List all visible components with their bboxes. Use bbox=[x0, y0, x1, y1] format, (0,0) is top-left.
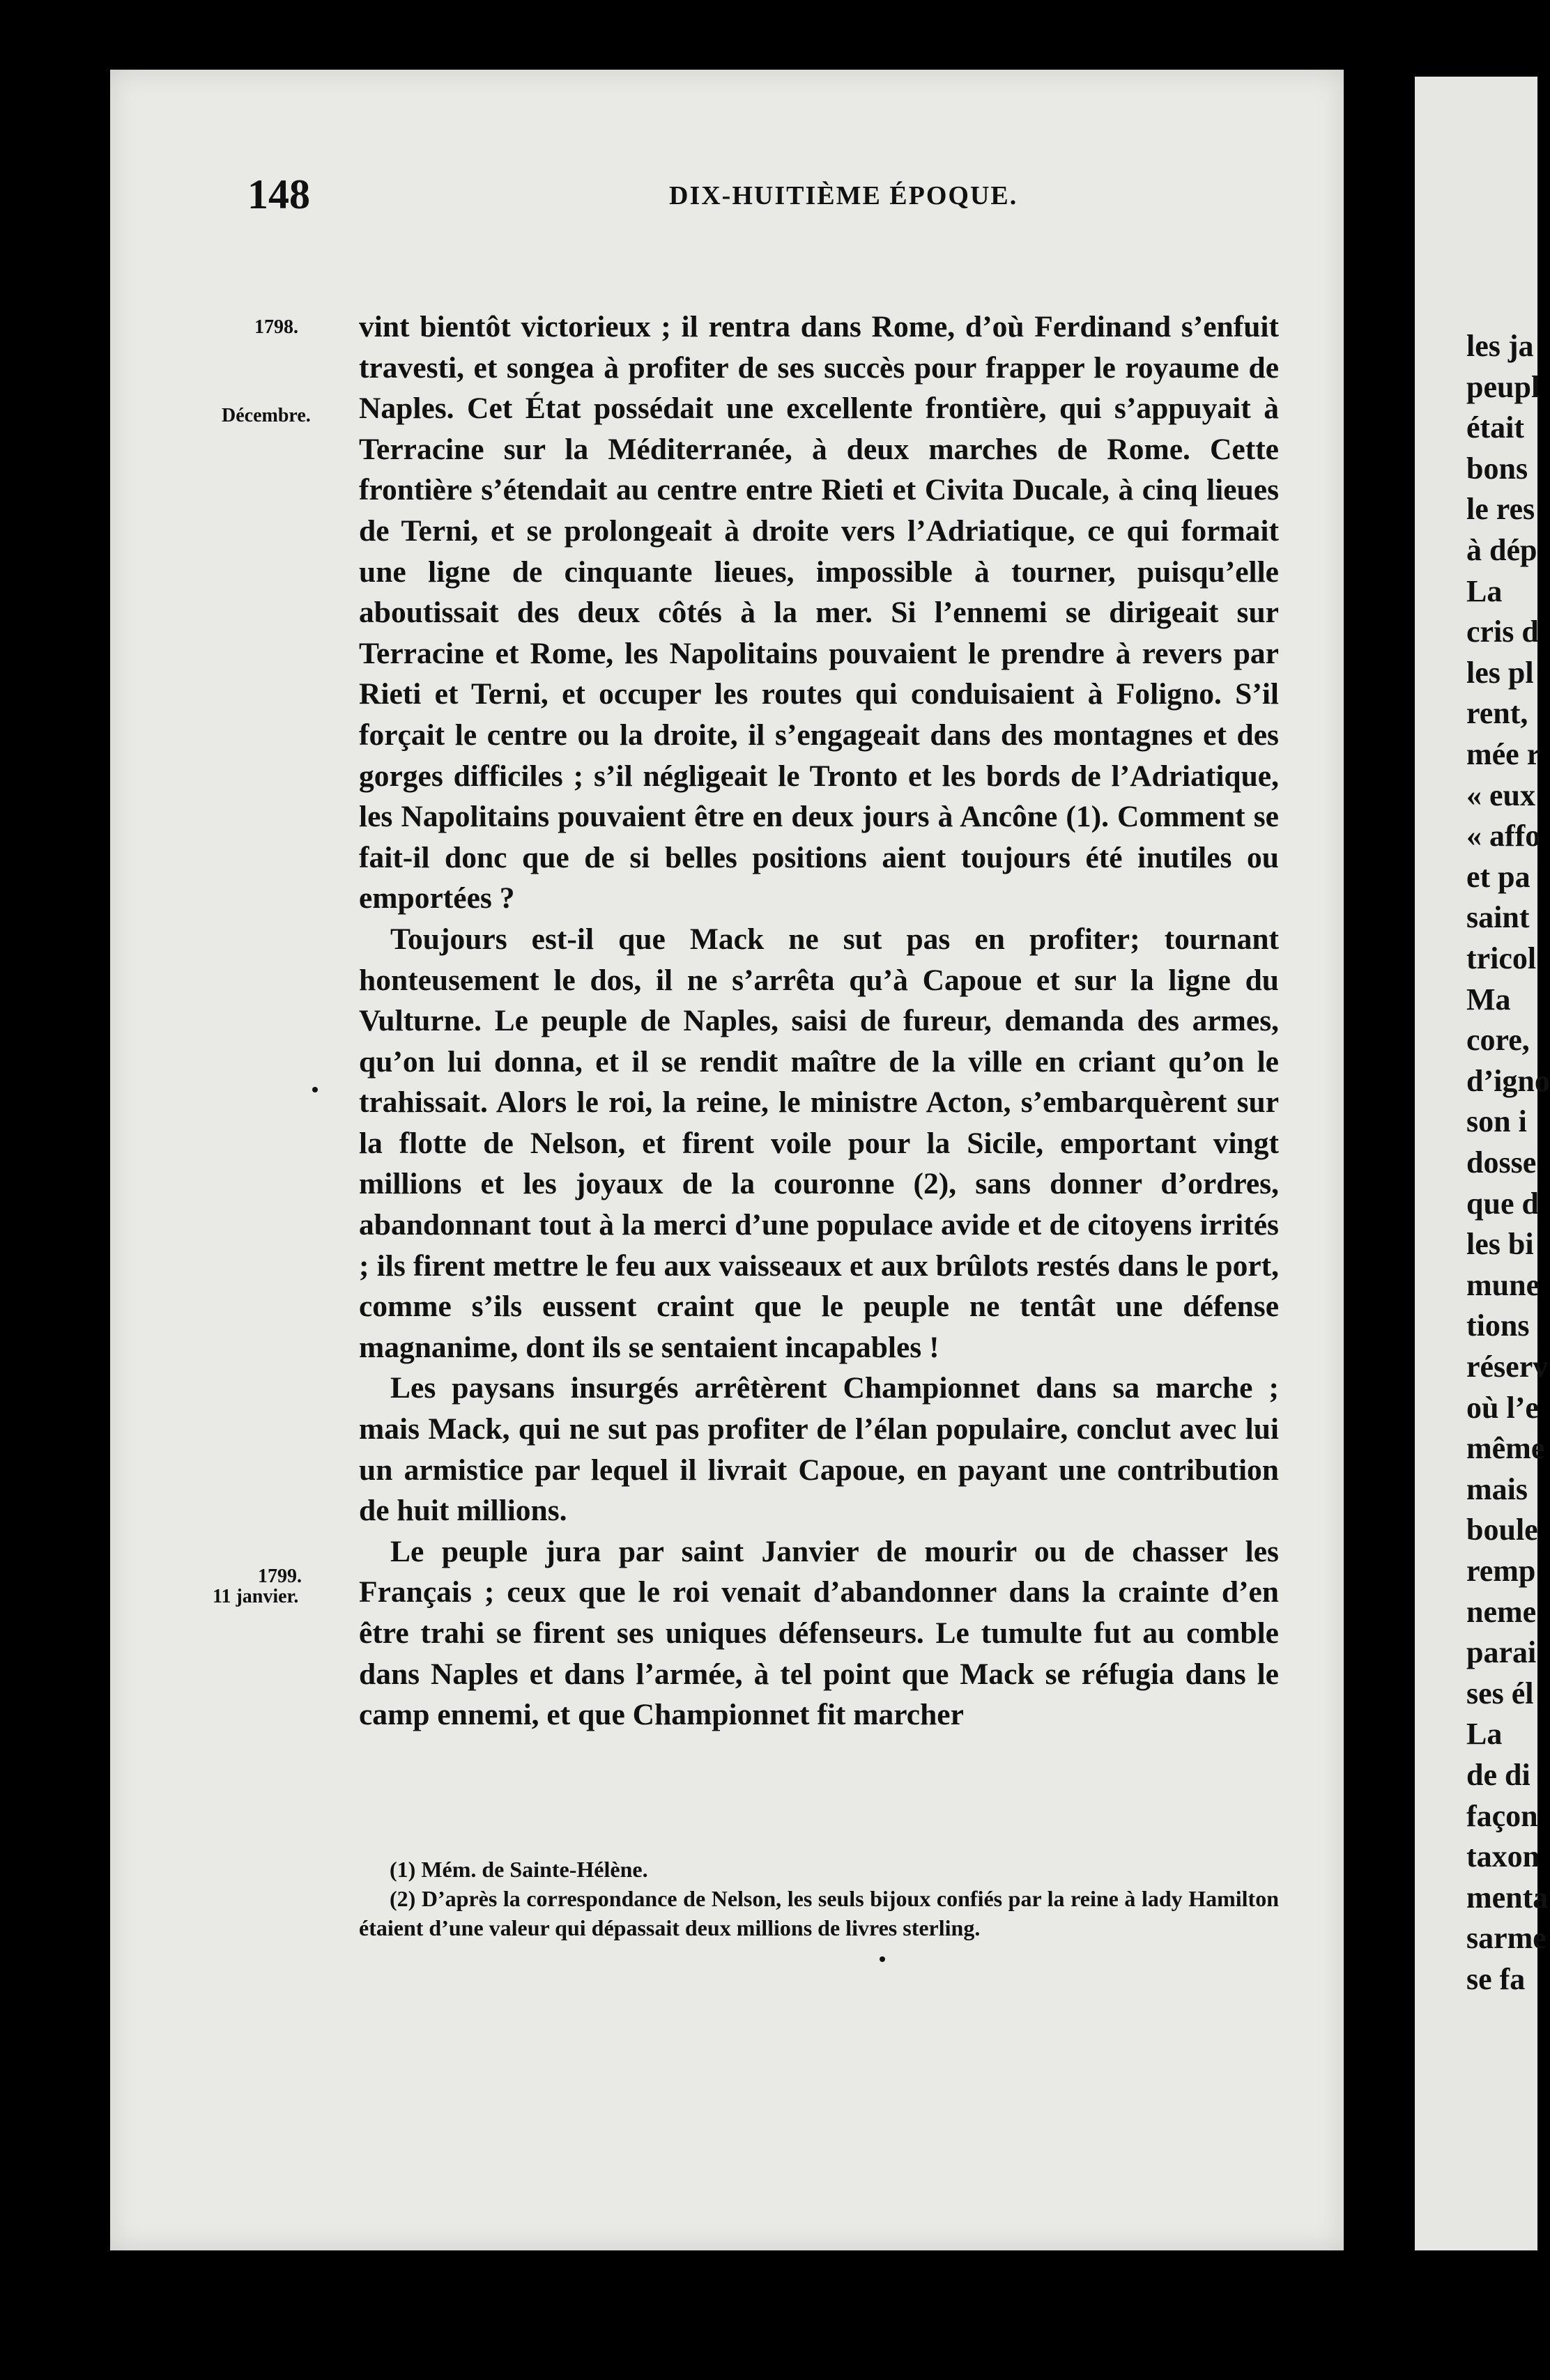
facing-page-line: d’igno bbox=[1466, 1063, 1550, 1098]
facing-page-line: peupl bbox=[1466, 369, 1540, 404]
scan-speck bbox=[312, 1087, 318, 1092]
facing-page-line: « eux bbox=[1466, 778, 1535, 812]
facing-page-line: La bbox=[1466, 573, 1503, 608]
facing-page-line: de di bbox=[1466, 1758, 1530, 1792]
running-title: DIX-HUITIÈME ÉPOQUE. bbox=[669, 181, 1018, 210]
footnote-1: (1) Mém. de Sainte-Hélène. bbox=[390, 1857, 648, 1882]
facing-page-line: neme bbox=[1466, 1594, 1537, 1629]
facing-page-line: le res bbox=[1466, 492, 1535, 527]
facing-page-line: où l’e bbox=[1466, 1390, 1539, 1425]
facing-page-line: rent, bbox=[1466, 696, 1528, 731]
facing-page-line: les ja bbox=[1466, 329, 1534, 363]
facing-page-line: son i bbox=[1466, 1104, 1527, 1139]
facing-page-line: se fa bbox=[1466, 1962, 1526, 1996]
facing-page-line: parai bbox=[1466, 1635, 1537, 1670]
facing-page-line: tricol bbox=[1466, 941, 1537, 975]
facing-page-line: même bbox=[1466, 1431, 1545, 1466]
facing-page-line: que d bbox=[1466, 1186, 1539, 1221]
facing-page-line: réserv bbox=[1466, 1350, 1549, 1384]
body-text bbox=[359, 307, 1279, 1736]
facing-page-line: bons bbox=[1466, 451, 1528, 486]
facing-page-line: core, bbox=[1466, 1023, 1530, 1058]
margin-month-december: Décembre. bbox=[222, 405, 311, 426]
paragraph-4: Le peuple jura par saint Janvier de mourir ou de chasser les Français ; ceux que le roi venait d’abandonner dans la crainte d’en être trahi se firent ses uniques défenseurs. Le tumulte fut au comble dans Naples et dans l’armée, à tel point que Mack se réfugia dans le camp ennemi, et que Championnet fit marcher bbox=[359, 1534, 1279, 1732]
facing-page-line: La bbox=[1466, 1717, 1503, 1752]
facing-page-line: Ma bbox=[1466, 982, 1511, 1017]
paragraph-3: Les paysans insurgés arrêtèrent Championnet dans sa marche ; mais Mack, qui ne sut pas profiter de l’élan populaire, conclut avec lui un armistice par lequel il livrait Capoue, en payant une contribution de huit millions. bbox=[359, 1371, 1279, 1528]
scan-speck bbox=[880, 1956, 885, 1962]
page-number: 148 bbox=[247, 171, 310, 217]
facing-page-line: ses él bbox=[1466, 1676, 1534, 1710]
facing-page-line: tions bbox=[1466, 1308, 1530, 1343]
facing-page-line: dosse bbox=[1466, 1145, 1537, 1180]
margin-year-1799: 1799. bbox=[258, 1566, 302, 1587]
facing-page-line: « affo bbox=[1466, 819, 1541, 853]
footnotes bbox=[359, 1855, 1279, 1942]
facing-page-line: mune bbox=[1466, 1267, 1540, 1302]
facing-page-line: mée r bbox=[1466, 737, 1541, 771]
facing-page-line: façon bbox=[1466, 1798, 1538, 1833]
paragraph-1: vint bientôt victorieux ; il rentra dans Rome, d’où Ferdinand s’enfuit travesti, et songea à profiter de ses succès pour frapper le royaume de Naples. Cet État possédait une excellente frontière, qui s’appuyait à Terracine sur la Méditerranée, à deux marches de Rome. Cette frontière s’étendait au centre entre Rieti et Civita Ducale, à cinq lieues de Terni, et se prolongeait à droite vers l’Adriatique, ce qui formait une ligne de cinquante lieues, impossible à tourner, puisqu’elle aboutissait des deux côtés à la mer. Si l’ennemi se dirigeait sur Terracine et Rome, les Napolitains pouvaient le prendre à revers par Rieti et Terni, et occuper les routes qui conduisaient à Foligno. S’il forçait le centre ou la droite, il s’engageait dans des montagnes et des gorges difficiles ; s’il négligeait le Tronto et les bords de l’Adriatique, les Napolitains pouvaient être en deux jours à Ancône (1). Comment se fait-il donc que de si belles positions aient toujours été inutiles ou emportées ? bbox=[359, 310, 1279, 915]
facing-page-line: cris d bbox=[1466, 615, 1539, 649]
facing-page-line: était bbox=[1466, 410, 1525, 445]
page-header bbox=[247, 171, 1279, 219]
facing-page-line: saint bbox=[1466, 900, 1530, 935]
facing-page-line: les bi bbox=[1466, 1227, 1534, 1262]
paragraph-2: Toujours est-il que Mack ne sut pas en profiter; tournant honteusement le dos, il ne s’arrêta qu’à Capoue et sur la ligne du Vulturne. Le peuple de Naples, saisi de fureur, demanda des armes, qu’on lui donna, et il se rendit maître de la ville en criant qu’on le trahissait. Alors le roi, la reine, le ministre Acton, s’embarquèrent sur la flotte de Nelson, et firent voile pour la Sicile, emportant vingt millions et les joyaux de la couronne (2), sans donner d’ordres, abandonnant tout à la merci d’une populace avide et de citoyens irrités ; ils firent mettre le feu aux vaisseaux et aux brûlots restés dans le port, comme s’ils eussent craint que le peuple ne tentât une défense magnanime, dont ils se sentaient incapables ! bbox=[359, 922, 1279, 1364]
margin-date-january: 11 janvier. bbox=[213, 1586, 299, 1607]
facing-page bbox=[1415, 77, 1550, 2250]
facing-page-line: boule bbox=[1466, 1513, 1538, 1547]
facing-page-line: à dép bbox=[1466, 533, 1537, 567]
facing-page-line: remp bbox=[1466, 1554, 1536, 1588]
facing-page-line: et pa bbox=[1466, 859, 1530, 894]
facing-page-line: sarme bbox=[1466, 1921, 1547, 1956]
facing-page-line: menta bbox=[1466, 1880, 1549, 1915]
facing-page-line: les pl bbox=[1466, 655, 1534, 690]
footnote-2: (2) D’après la correspondance de Nelson, les seuls bijoux confiés par la reine à lady Hamilton étaient d’une valeur qui dépassait deux millions de livres sterling. bbox=[359, 1886, 1279, 1940]
facing-page-line: taxon bbox=[1466, 1839, 1540, 1874]
margin-year-1798: 1798. bbox=[254, 316, 298, 338]
facing-page-line: mais bbox=[1466, 1471, 1528, 1506]
